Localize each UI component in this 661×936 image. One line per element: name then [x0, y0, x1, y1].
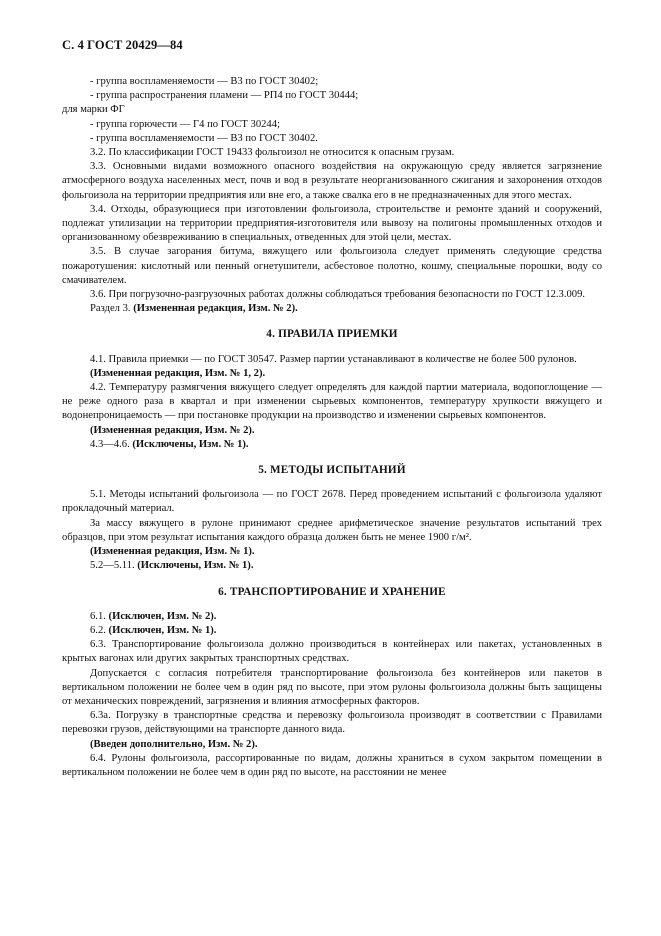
- clause-3-5: 3.5. В случае загорания битума, вяжущего или фольгоизола следует применять следующие средства пожаротушения: кислотный или пенный огнетушители, асбестовое полотно, кошму, специальные порошки, воду со смачивателем.: [62, 246, 602, 286]
- page-header: С. 4 ГОСТ 20429—84: [62, 38, 183, 52]
- amendment-note: (Измененная редакция, Изм. № 2).: [90, 424, 255, 436]
- clause-prefix: 4.3—4.6.: [90, 438, 133, 450]
- amendment-note: (Исключены, Изм. № 1).: [137, 560, 254, 572]
- clause-prefix: 5.2—5.11.: [90, 560, 138, 572]
- clause-4-2: 4.2. Температуру размягчения вяжущего следует определять для каждой партии материала, водопоглощение — не реже одного раза в квартал и при изменении сырьевых компонентов, температуру хрупкости вяжущего и водонепроницаемость — при постановке продукции на производство и изменении сырьевых компонентов.: [62, 382, 602, 422]
- document-body: [62, 75, 602, 780]
- clause-4-3: [62, 438, 602, 452]
- list-item: - группа распространения пламени — РП4 по ГОСТ 30444;: [90, 90, 359, 102]
- clause-3-4: 3.4. Отходы, образующиеся при изготовлении фольгоизола, строительстве и ремонте зданий и сооружений, подлежат утилизации на территории предприятия-изготовителя или вывозу на полигоны промышленных отходов и организованному обезвреживанию в специальных, отведенных для этой цели, местах.: [62, 203, 602, 244]
- amendment-note: (Введен дополнительно, Изм. № 2).: [90, 738, 258, 750]
- clause-6-2: [62, 624, 602, 638]
- clause-6-1: [62, 610, 602, 624]
- clause-5-2: [62, 559, 602, 573]
- clause-3-2: 3.2. По классификации ГОСТ 19433 фольгоизол не относится к опасным грузам.: [90, 147, 455, 159]
- list-heading: для марки ФГ: [62, 104, 125, 116]
- amendment-note: (Измененная редакция, Изм. № 1).: [90, 546, 255, 558]
- amendment-note: (Исключены, Изм. № 1).: [132, 438, 249, 450]
- clause-6-3: 6.3. Транспортирование фольгоизола должно производиться в контейнерах или пакетах, установленных в крытых вагонах или других закрытых транспортных средствах.: [62, 639, 602, 665]
- list-item: - группа воспламеняемости — В3 по ГОСТ 30402.: [90, 132, 318, 144]
- note-prefix: Раздел 3.: [90, 303, 134, 315]
- clause-6-4: 6.4. Рулоны фольгоизола, рассортированные по видам, должны храниться в сухом закрытом помещении в вертикальном положении не более чем в один ряд по высоте, на расстоянии не менее: [62, 752, 602, 778]
- amendment-note: (Исключен, Изм. № 2).: [108, 610, 217, 622]
- clause-4-1: 4.1. Правила приемки — по ГОСТ 30547. Размер партии устанавливают в количестве не более 500 рулонов.: [90, 353, 577, 365]
- clause-6-3-para: Допускается с согласия потребителя транспортирование фольгоизола без контейнеров или пакетов в вертикальном положении не более чем в один ряд по высоте, при этом рулоны фольгоизола должны быть защищены от механических повреждений, загрязнения и влияния атмосферных факторов.: [62, 667, 602, 707]
- clause-5-1: 5.1. Методы испытаний фольгоизола — по ГОСТ 2678. Перед проведением испытаний с фольгоизола удаляют прокладочный материал.: [62, 489, 602, 515]
- clause-3-6: 3.6. При погрузочно-разгрузочных работах должны соблюдаться требования безопасности по ГОСТ 12.3.009.: [90, 289, 586, 301]
- list-item: - группа воспламеняемости — В3 по ГОСТ 30402;: [90, 76, 319, 87]
- section-3-note: [62, 302, 602, 316]
- clause-5-1-para: За массу вяжущего в рулоне принимают среднее арифметическое значение результатов испытаний трех образцов, при этом результат испытания каждого образца должен быть не менее 1900 г/м².: [62, 517, 602, 543]
- list-item: - группа горючести — Г4 по ГОСТ 30244;: [90, 118, 280, 130]
- clause-3-3: 3.3. Основными видами возможного опасного воздействия на окружающую среду является загрязнение атмосферного воздуха населенных мест, почв и вод в результате неорганизованного сжигания и захоронения отходов фольгоизола на территории предприятия или вне его, а также свалка его в не предназначенных для этого местах.: [62, 161, 602, 201]
- amendment-note: (Исключен, Изм. № 1).: [108, 624, 217, 636]
- amendment-note: (Измененная редакция, Изм. № 1, 2).: [90, 367, 266, 379]
- section-5-title: 5. МЕТОДЫ ИСПЫТАНИЙ: [258, 464, 406, 477]
- clause-prefix: 6.2.: [90, 624, 109, 636]
- clause-6-3a: 6.3а. Погрузку в транспортные средства и перевозку фольгоизола производят в соответствии с Правилами перевозки грузов, действующими на транспорте данного вида.: [62, 710, 602, 736]
- clause-prefix: 6.1.: [90, 610, 109, 622]
- amendment-note: (Измененная редакция, Изм. № 2).: [133, 303, 298, 315]
- section-6-title: 6. ТРАНСПОРТИРОВАНИЕ И ХРАНЕНИЕ: [218, 585, 446, 598]
- section-4-title: 4. ПРАВИЛА ПРИЕМКИ: [266, 328, 398, 341]
